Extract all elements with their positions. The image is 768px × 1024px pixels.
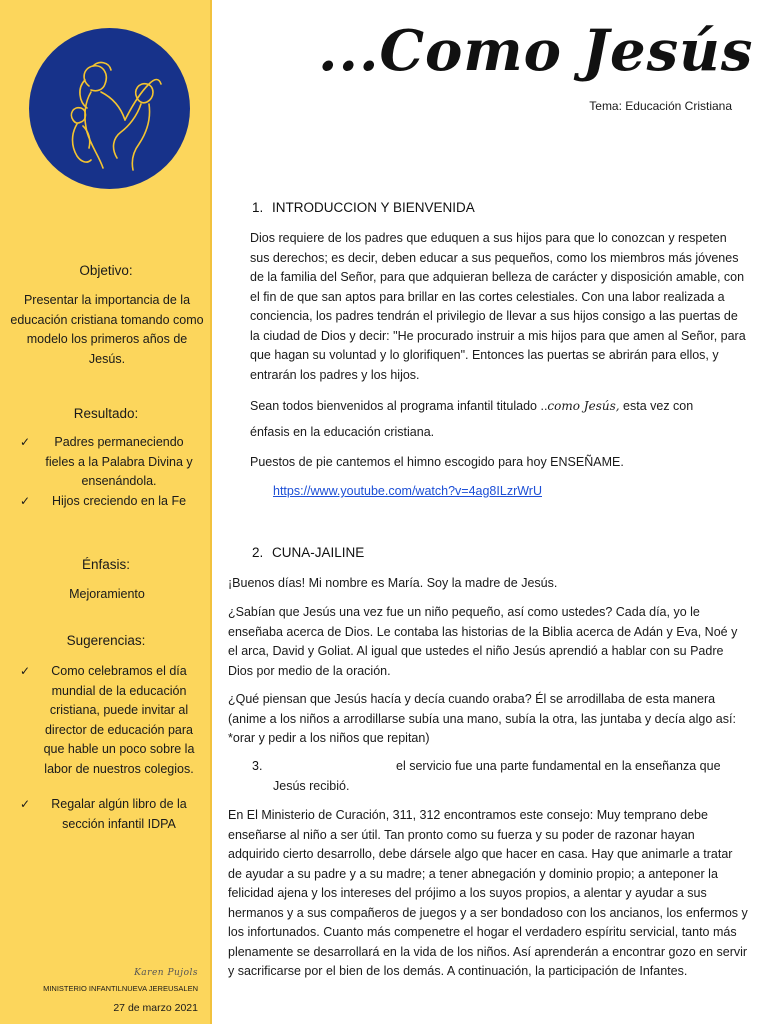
author-signature: Karen Pujols (134, 968, 198, 978)
section-title: CUNA-JAILINE (272, 545, 365, 560)
section-1-heading (252, 200, 475, 215)
page-title: ...Como Jesús (318, 18, 754, 84)
result-item: ✓ Padres permaneciendo fieles a la Palabra Divina y ensenándola. (0, 433, 212, 492)
objective-title: Objetivo: (79, 263, 133, 278)
ministry-name: MINISTERIO INFANTILNUEVA JEREUSALEN (43, 984, 198, 993)
welcome-text: Sean todos bienvenidos al programa infantil titulado .. (250, 399, 548, 413)
mother-child-logo (29, 28, 190, 189)
result-list (0, 433, 212, 511)
emphasis-text: Mejoramiento (69, 587, 145, 601)
section-3-number: 3. (252, 759, 263, 773)
suggestion-list-2 (0, 795, 212, 834)
welcome-script-title: como Jesús, (547, 399, 620, 413)
greeting-paragraph: ¡Buenos días! Mi nombre es María. Soy la madre de Jesús. (228, 576, 558, 590)
welcome-text-end: esta vez con (619, 399, 694, 413)
sidebar (0, 0, 212, 1024)
jesus-child-paragraph: ¿Sabían que Jesús una vez fue un niño pequeño, así como ustedes? Cada día, yo le enseñaba acerca de Dios. Le contaba las historias de la Biblia acerca de Adán y Eva, Noé y el arca, David y Goliat. Al igual que ustedes el niño Jesús aprendió a hablar con su Padre Dios por medio de la oración. (228, 605, 738, 678)
document-date: 27 de marzo 2021 (113, 1002, 198, 1014)
suggestion-item: ✓ Como celebramos el día mundial de la educación cristiana, puede invitar al director de educación para que hable un poco sobre la labor de nuestros colegios. (0, 662, 212, 779)
suggestions-title: Sugerencias: (66, 633, 146, 648)
result-title: Resultado: (73, 406, 139, 421)
topic-label: Tema: Educación Cristiana (589, 99, 732, 113)
objective-text: Presentar la importancia de la educación cristiana tomando como modelo los primeros años de Jesús. (10, 293, 204, 366)
section-2-heading (252, 545, 364, 560)
section-3-text: el servicio fue una parte fundamental en la enseñanza que (396, 759, 721, 773)
ministry-healing-paragraph: En El Ministerio de Curación, 311, 312 encontramos este consejo: Muy temprano debe enseñarse al niño a ser útil. Tan pronto como su fuerza y su poder de razonar hayan adquirido cierto desarrollo, debe dársele algo que hacer en casa. Hay que animarle a tratar de ayudar a su padre y a su madre; a tener abnegación y dominio propio; a anteponer la felicidad ajena y los intereses del prójimo a los suyos propios, a alentar y ayudar a sus hermanos y a sus compañeros de juegos y a ser bondadoso con los ancianos, los enfermos y los infortunados. Cuanto más compenetre el hogar el verdadero espíritu servicial, tanto más plenamente se desarrollará en la vida de los niños. Así aprenderán a encontrar gozo en servir y sacrificarse por el bien de los demás. A continuación, la participación de Infantes. (228, 808, 748, 978)
result-item: ✓ Hijos creciendo en la Fe (0, 492, 212, 512)
section-3-text-2: Jesús recibió. (273, 779, 350, 793)
welcome-line-2: énfasis en la educación cristiana. (250, 425, 435, 439)
prayer-paragraph: ¿Qué piensan que Jesús hacía y decía cuando oraba? Él se arrodillaba de esta manera (anime a los niños a arrodillarse subía una mano, subía la otra, las juntaba y decía algo así: *orar y pedir a los niños que repitan) (228, 692, 736, 745)
section-number: 1. (252, 200, 264, 215)
welcome-line (250, 397, 746, 417)
hymn-line: Puestos de pie cantemos el himno escogido para hoy ENSEÑAME. (250, 455, 624, 469)
emphasis-title: Énfasis: (81, 557, 131, 572)
suggestion-list (0, 662, 212, 779)
mother-child-icon (29, 28, 190, 189)
intro-paragraph: Dios requiere de los padres que eduquen a sus hijos para que lo conozcan y respeten sus derechos; es decir, deben educar a sus pequeños, como los miembros más jóvenes de la familia del Señor, para que adquieran belleza de carácter y disposición amable, con el fin de que san aptos para brillar en las cortes celestiales. Con una labor realizada a conciencia, los padres tendrán el privilegio de llevar a sus hijos consigo a las puertas de la ciudad de Dios y decir: "He procurado instruir a mis hijos para que amen al Señor, para que hagan su voluntad y lo glorifiquen". Entonces las puertas se abrirán para ellos, y entrarán los padres y los hijos. (250, 231, 746, 382)
hymn-video-link[interactable]: https://www.youtube.com/watch?v=4ag8ILzrWrU (273, 484, 542, 498)
section-number: 2. (252, 545, 264, 560)
suggestion-item: ✓ Regalar algún libro de la sección infantil IDPA (0, 795, 212, 834)
section-title: INTRODUCCION Y BIENVENIDA (272, 200, 475, 215)
